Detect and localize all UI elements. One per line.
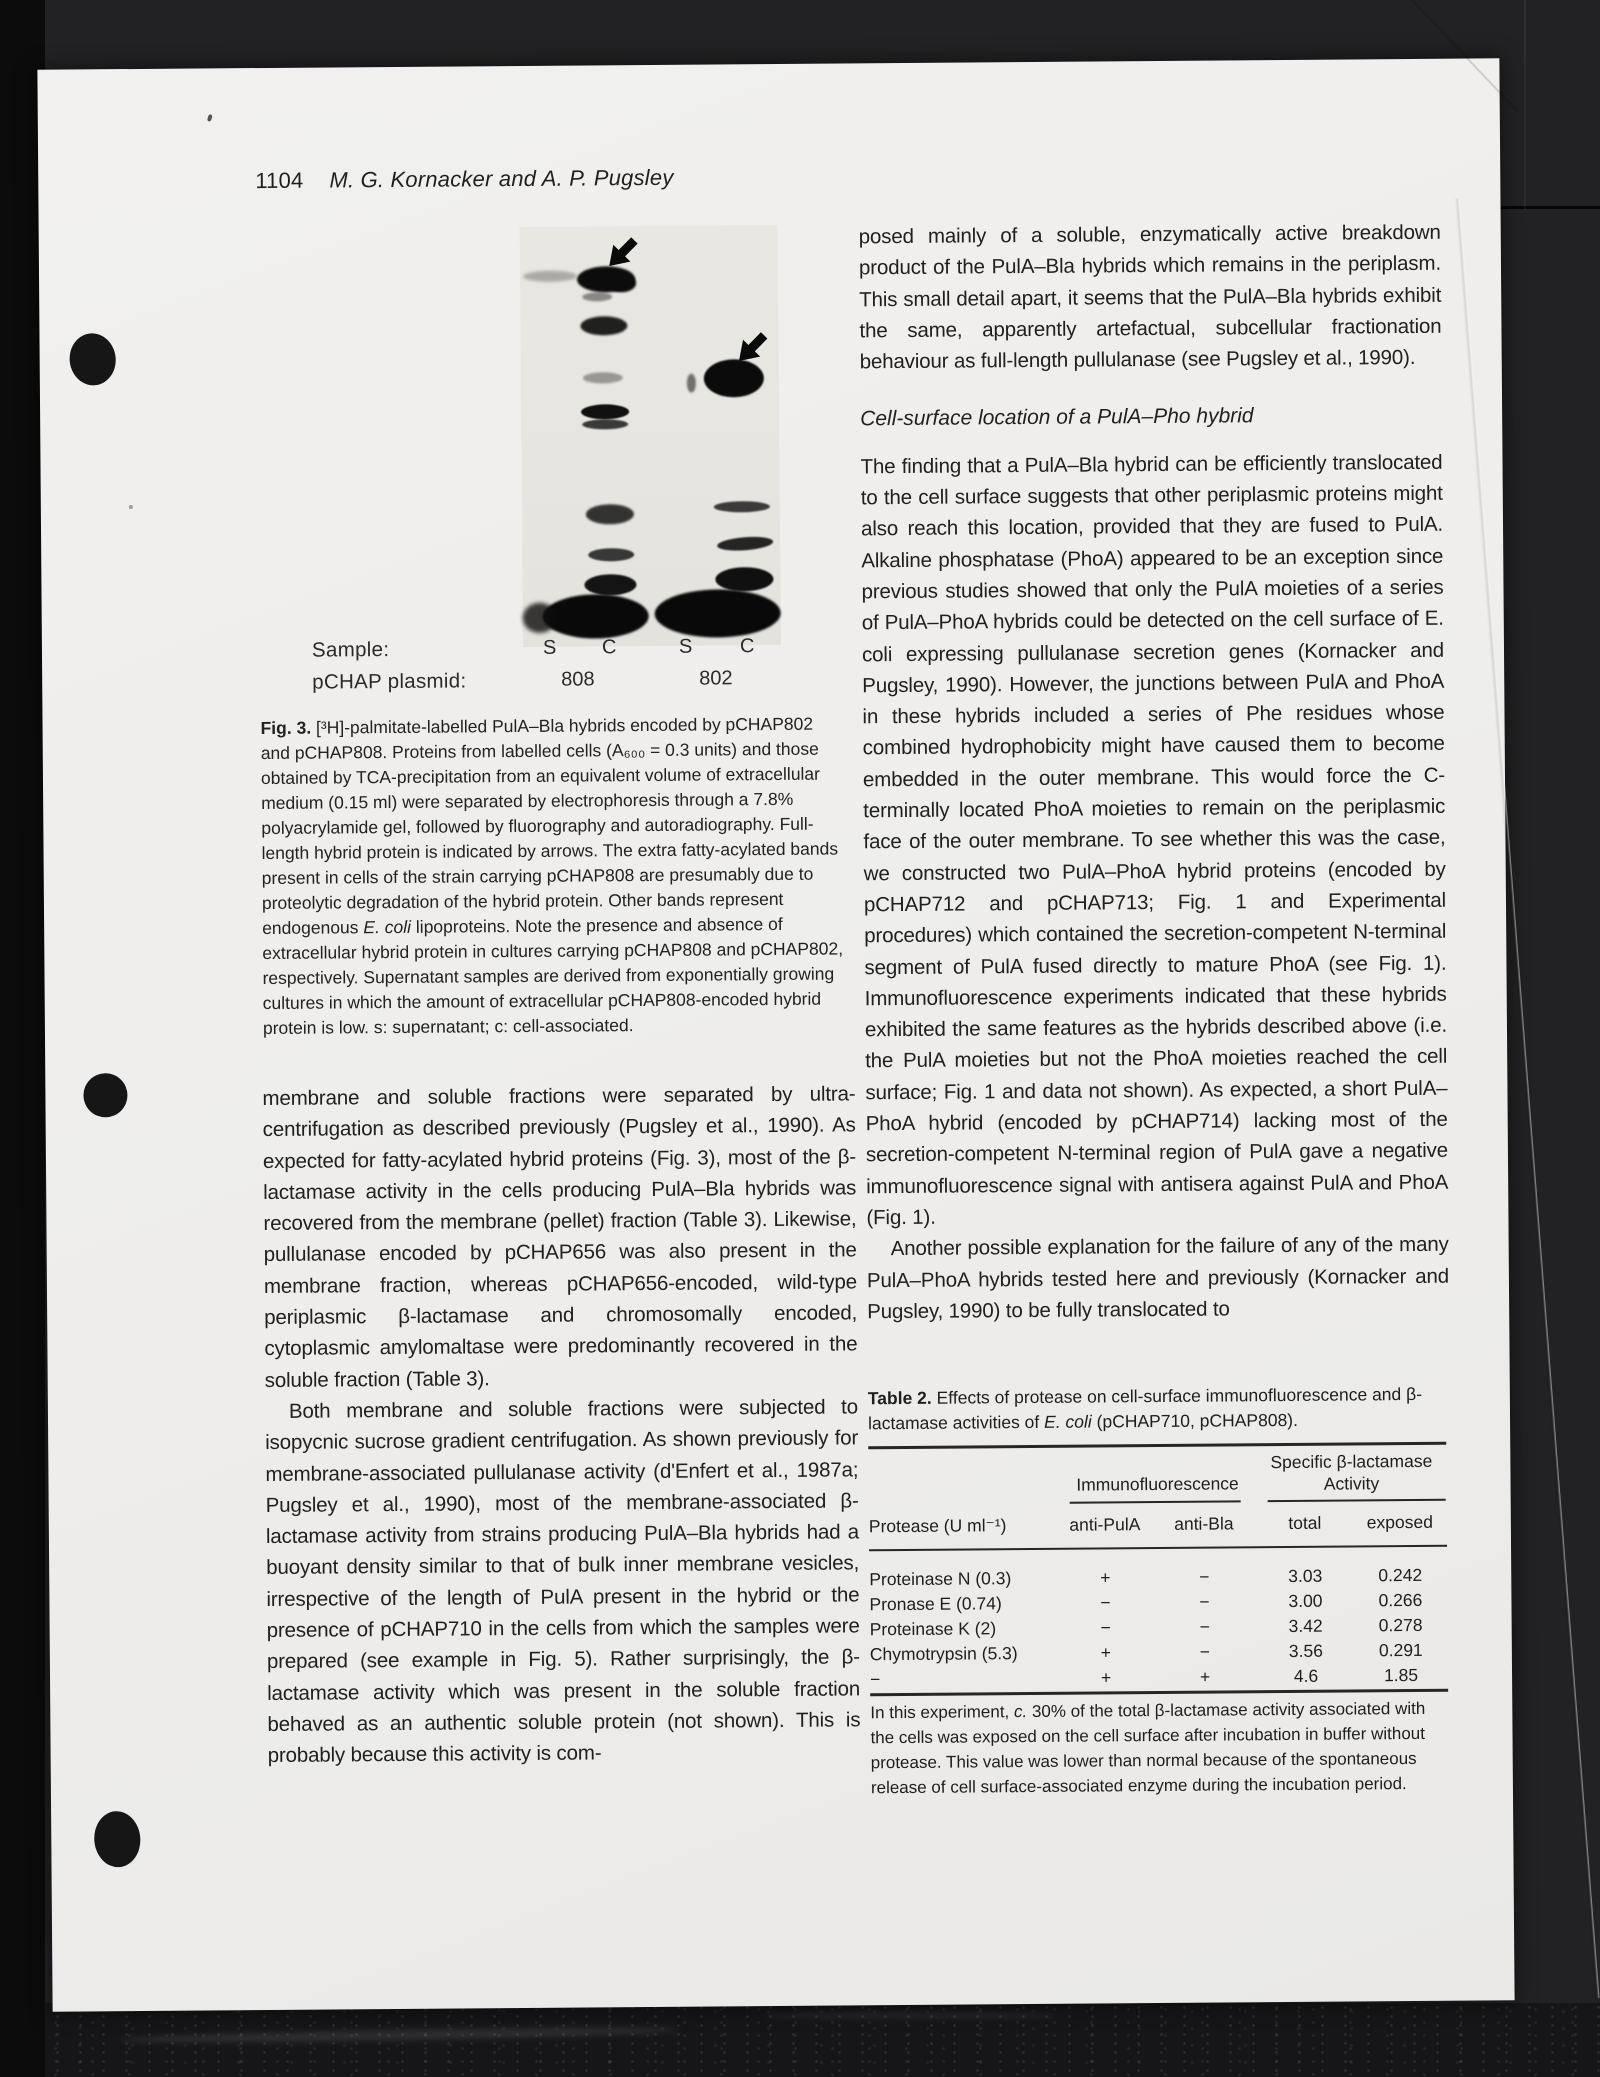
table-cell: 3.03: [1288, 1565, 1323, 1586]
table-cell: Proteinase K (2): [869, 1618, 997, 1640]
table-cell: −: [869, 1669, 881, 1690]
gel-band: [582, 419, 628, 429]
body-paragraph: The finding that a PulA–Bla hybrid can be efficiently translocated to the cell surface suggests that other periplasmic proteins might also reach this location, provided that they are fused to PulA. Alkaline phosphatase (PhoA) appeared to be an exception since previous studies showed that only the PulA moieties of a series of PulA–PhoA hybrids could be detected on the cell surface of E. coli expressing pullulanase secretion genes (Kornacker and Pugsley, 1990). However, the junctions between PulA and PhoA in these hybrids included a series of Phe residues whose combined hydrophobicity might have caused them to become embedded in the outer membrane. This would force the C-terminally located PhoA moieties to remain on the periplasmic face of the outer membrane. To see whether this was the case, we constructed two PulA–PhoA hybrid proteins (encoded by pCHAP712 and pCHAP713; Fig. 1 and Experimental procedures) which contained the secretion-competent N-terminal segment of PulA fused directly to mature PhoA (see Fig. 1). Immunofluorescence experiments indicated that these hybrids exhibited the same features as the hybrids described above (i.e. the PulA moieties but not the PhoA moieties reached the cell surface; Fig. 1 and data not shown). As expected, a short PulA–PhoA hybrid (encoded by pCHAP714) lacking most of the secretion-competent N-terminal region of PulA gave a negative immunofluorescence signal with antisera against PulA and PhoA (Fig. 1).: [860, 450, 1449, 1230]
table-col-header: exposed: [1366, 1511, 1434, 1533]
table-caption-lead: Table 2.: [867, 1387, 932, 1409]
table-cell: −: [1199, 1616, 1210, 1637]
table-cell: 3.00: [1288, 1590, 1323, 1611]
table-rule-header: [869, 1545, 1447, 1552]
table-row: [869, 1565, 1447, 1591]
table-cell: 0.242: [1378, 1564, 1423, 1586]
left-column: [262, 1078, 860, 1771]
table-cell: 0.291: [1378, 1639, 1423, 1661]
table-row: [870, 1665, 1448, 1691]
table-cell: −: [1100, 1617, 1111, 1638]
gel-band: [586, 504, 634, 524]
plasmid-802: 802: [699, 667, 733, 690]
table-group-header-line: Specific β-lactamase: [1270, 1450, 1433, 1473]
plasmid-808: 808: [561, 668, 595, 691]
running-title: M. G. Kornacker and A. P. Pugsley: [329, 164, 674, 193]
gel-band: [608, 274, 636, 292]
body-paragraph: Both membrane and soluble fractions were subjected to isopycnic sucrose gradient centrifugation. As shown previously for membrane-associated pullulanase activity (d'Enfert et al., 1987a; Pugsley et al., 1990), most of the membrane-associated β-lactamase activity from strains producing PulA–Bla hybrids had a buoyant density similar to that of bulk inner membrane vesicles, irrespective of the length of PulA present in the hybrid or the presence of pCHAP710 in the cells from which the samples were prepared (see example in Fig. 5). Rather surprisingly, the β-lactamase activity which was present in the soluble fraction behaved as an authentic soluble protein (not shown). This is probably because this activity is com-: [265, 1395, 861, 1768]
plasmid-row-label: pCHAP plasmid:: [312, 669, 467, 694]
table-group-header-immunofluorescence: Immunofluorescence: [1076, 1473, 1239, 1495]
gel-band: [580, 316, 627, 335]
lane-label-c2: C: [739, 635, 755, 658]
gel-band: [523, 603, 557, 633]
table-cell: Chymotrypsin (5.3): [869, 1643, 1018, 1665]
figure-caption-text: [³H]-palmitate-labelled PulA–Bla hybrids encoded by pCHAP802 and pCHAP808. Proteins from labelled cells (A₆₀₀ = 0.3 units) and those obtained by TCA-precipitation from an equivalent volume of extracellular medium (0.15 ml) were separated by electrophoresis through a 7.8% polyacrylamide gel, followed by fluorography and autoradiography. Full-length hybrid protein is indicated by arrows. The extra fatty-acylated bands present in cells of the strain carrying pCHAP808 are presumably due to proteolytic degradation of the hybrid protein. Other bands represent endogenous: [260, 713, 839, 939]
gel-band: [715, 567, 773, 591]
gel-band: [581, 404, 629, 419]
gel-band: [523, 271, 577, 282]
table-caption-text: (pCHAP710, pCHAP808).: [1091, 1409, 1299, 1432]
table-cell: 3.56: [1288, 1640, 1323, 1661]
paper-corner-crease: [1372, 0, 1518, 112]
body-paragraph: membrane and soluble fractions were separated by ultra-centrifugation as described previously (Pugsley et al., 1990). As expected for fatty-acylated hybrid proteins (Fig. 3), most of the β-lactamase activity in the cells producing PulA–Bla hybrids was recovered from the membrane (pellet) fraction (Table 3). Likewise, pullulanase encoded by pCHAP656 was also present in the membrane fraction, whereas pCHAP656-encoded, wild-type periplasmic β-lactamase and chromosomally encoded, cytoplasmic amylomaltase were predominantly recovered in the soluble fraction (Table 3).: [262, 1082, 858, 1392]
gel-band: [687, 374, 696, 393]
table-cell: Pronase E (0.74): [869, 1593, 1002, 1615]
figure-caption: [260, 711, 845, 1041]
lane-label-s1: S: [542, 636, 557, 659]
table-cell: 1.85: [1383, 1664, 1419, 1686]
table-rule-group: [1070, 1500, 1241, 1503]
table-footnote-text: In this experiment,: [870, 1702, 1015, 1723]
table-cell: −: [1199, 1591, 1210, 1612]
section-heading: Cell-surface location of a PulA–Pho hybrid: [860, 404, 1254, 431]
table-caption-text: Effects of protease on cell-surface immunofluorescence and β-lactamase activities of: [867, 1383, 1423, 1434]
table-header-row: [869, 1512, 1447, 1538]
gel-band: [714, 501, 770, 512]
table-cell: +: [1100, 1567, 1111, 1588]
table-col-header: anti-PulA: [1069, 1514, 1141, 1535]
paper-fold-crease: [1454, 198, 1599, 1998]
punch-hole: [83, 1073, 127, 1117]
table-col-header: Protease (U ml⁻¹): [868, 1515, 1007, 1537]
table-group-header-line: Activity: [1323, 1473, 1380, 1494]
table-cell: +: [1199, 1666, 1211, 1687]
lane-label-c1: C: [601, 636, 617, 659]
table-cell: 4.6: [1293, 1665, 1319, 1686]
table-footnote: [870, 1696, 1453, 1801]
gel-band: [582, 292, 612, 301]
table-footnote-text: 30% of the total β-lactamase activity associated with the cells was exposed on the cell surface after incubation in buffer without protease. This value was lower than normal because of the spontaneous release of cell surface-associated enzyme during the incubation period.: [870, 1698, 1426, 1798]
table-cell: 0.278: [1378, 1614, 1423, 1636]
scanner-edge-strip: [0, 0, 45, 2077]
punch-hole: [67, 331, 119, 388]
scan-artifact-line: [1524, 0, 1526, 210]
table-col-header: total: [1288, 1512, 1322, 1533]
table-row: [870, 1615, 1448, 1641]
paper-sheet: [37, 58, 1514, 2011]
table-cell: −: [1199, 1566, 1210, 1587]
right-column: [859, 217, 1450, 1328]
page-number: 1104: [255, 167, 304, 194]
table-cell: 3.42: [1288, 1615, 1323, 1636]
table-rule-top: [868, 1442, 1446, 1450]
scan-speck: [760, 2012, 1060, 2019]
table-row: [869, 1590, 1447, 1616]
gel-band: [583, 372, 623, 383]
table-footnote-circa: c.: [1013, 1702, 1028, 1722]
scan-artifact-line: [1500, 206, 1600, 209]
gel-band: [543, 594, 649, 639]
table-rule-group: [1268, 1499, 1446, 1502]
scan-speck: [207, 114, 213, 122]
table-2: [867, 1382, 1446, 1798]
figure-caption-species: E. coli: [363, 916, 412, 938]
table-col-header: anti-Bla: [1174, 1513, 1234, 1534]
sample-row-label: Sample:: [311, 638, 390, 662]
gel-band: [584, 574, 636, 595]
figure-caption-text: lipoproteins. Note the presence and absence of extracellular hybrid protein in cultures carrying pCHAP808 and pCHAP802, respectively. Supernatant samples are derived from exponentially growing cultures in which the amount of extracellular pCHAP808-encoded hybrid protein is low. s: supernatant; c: cell-associated.: [262, 913, 844, 1039]
scan-speck: [129, 505, 133, 509]
table-cell: Proteinase N (0.3): [869, 1568, 1012, 1590]
table-row: [870, 1640, 1448, 1666]
table-cell: +: [1100, 1667, 1112, 1688]
table-group-header-specific-activity: [1256, 1450, 1446, 1495]
gel-band: [655, 589, 781, 638]
page-header: [255, 165, 673, 194]
table-rule-bottom: [870, 1689, 1448, 1696]
lane-label-s2: S: [678, 635, 693, 658]
body-paragraph: posed mainly of a soluble, enzymatically active breakdown product of the PulA–Bla hybrids which remains in the periplasm. This small detail apart, it seems that the PulA–Bla hybrids exhibit the same, apparently artefactual, subcellular fractionation behaviour as full-length pullulanase (see Pugsley et al., 1990).: [858, 220, 1442, 374]
punch-hole: [92, 1809, 142, 1868]
table-cell: −: [1199, 1641, 1211, 1662]
table-cell: +: [1100, 1642, 1112, 1663]
table-cell: 0.266: [1378, 1589, 1423, 1611]
gel-band: [704, 359, 764, 397]
gel-band: [717, 535, 774, 552]
table-cell: −: [1100, 1592, 1111, 1613]
table-caption: [868, 1382, 1446, 1437]
figure-caption-lead: Fig. 3.: [260, 717, 312, 739]
gel-autoradiograph: [520, 225, 781, 647]
body-paragraph: Another possible explanation for the failure of any of the many PulA–PhoA hybrids tested here and previously (Kornacker and Pugsley, 1990) to be fully translocated to: [866, 1232, 1450, 1324]
gel-band: [588, 548, 634, 561]
table-caption-species: E. coli: [1044, 1411, 1092, 1432]
